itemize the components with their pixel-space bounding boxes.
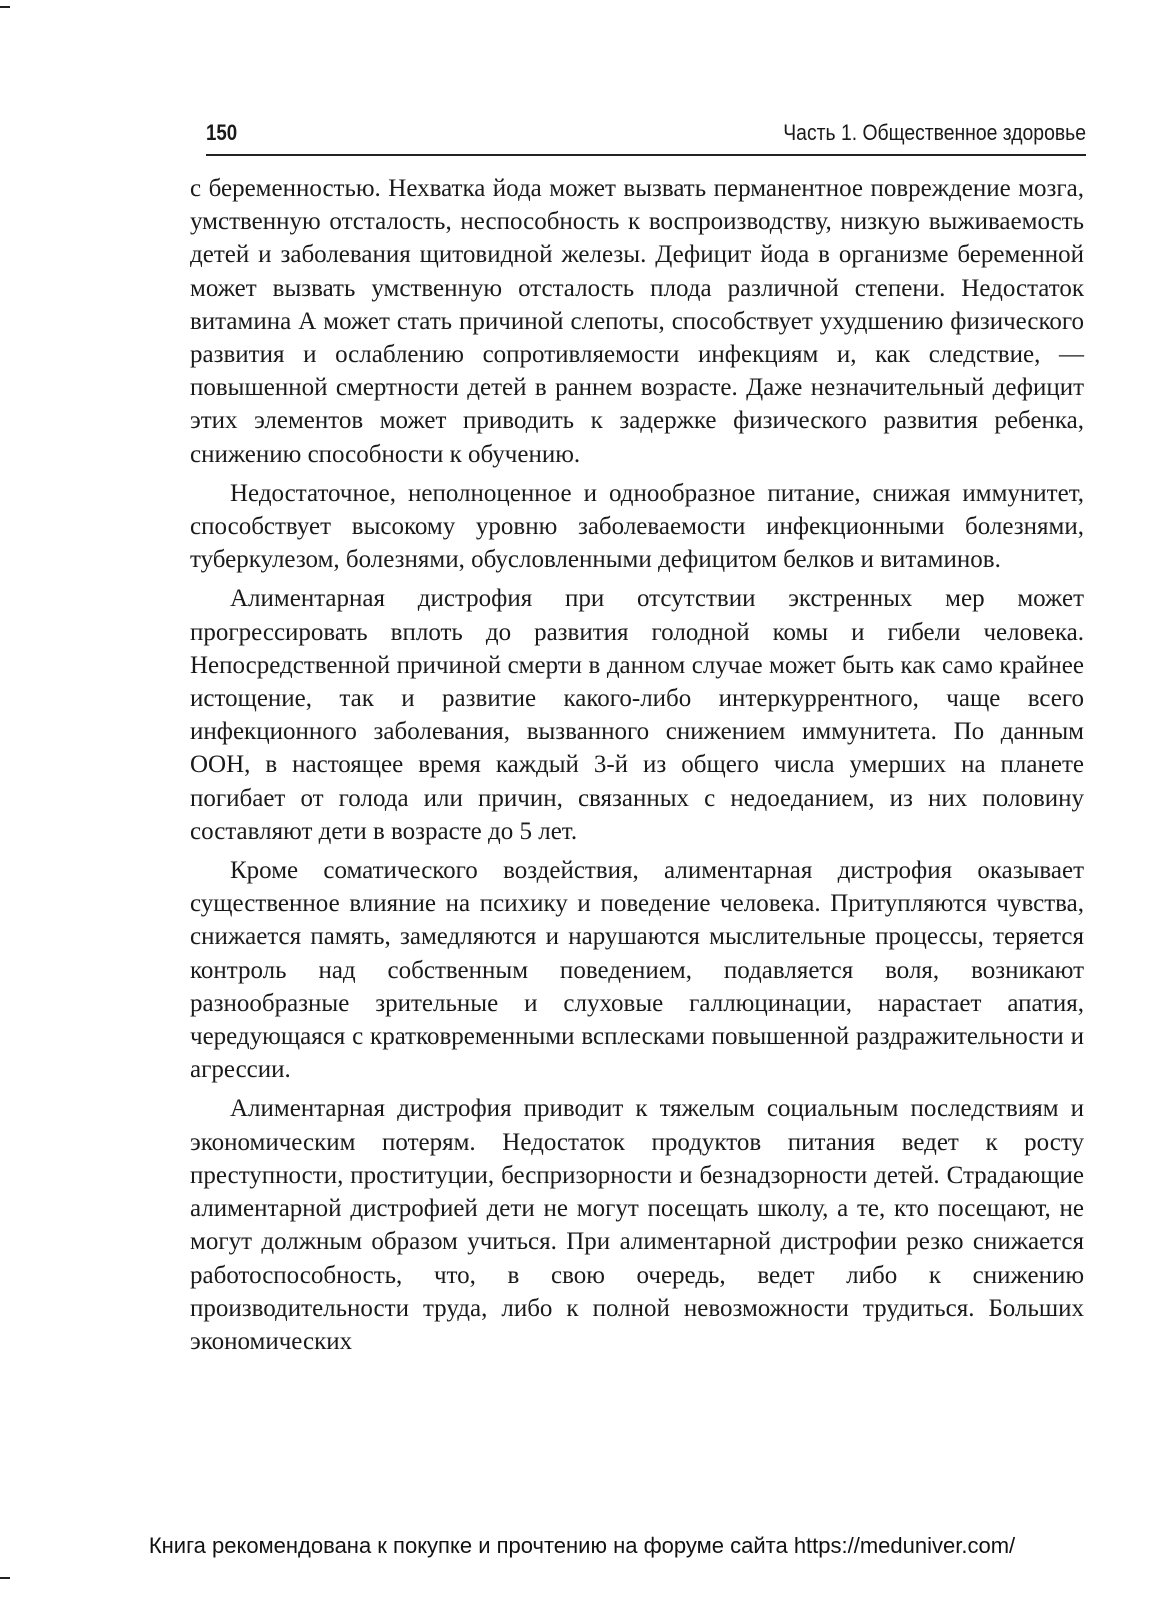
page-number: 150	[206, 120, 238, 145]
page-header	[206, 118, 1086, 156]
paragraph-4: Кроме соматического воздействия, алиментарная дистрофия оказывает существенное влияние на психику и поведение человека. Притупляются чувства, снижается память, замедляются и нарушаются мыслительные процессы, теряется контроль над собственным поведением, подавляется воля, возникают разнообразные зрительные и слуховые галлюцинации, нарастает апатия, чередующаяся с кратковременными всплесками повышенной раздражительности и агрессии.	[190, 857, 1084, 1084]
footer-note: Книга рекомендована к покупке и прочтению на форуме сайта https://meduniver.com/	[148, 1533, 1016, 1558]
paragraph-5: Алиментарная дистрофия приводит к тяжелым социальным последствиям и экономическим потерям. Недостаток продуктов питания ведет к росту преступности, проституции, беспризорности и безнадзорности детей. Страдающие алиментарной дистрофией дети не могут посещать школу, а те, кто посещают, не могут должным образом учиться. При алиментарной дистрофии резко снижается работоспособность, что, в свою очередь, ведет либо к снижению производительности труда, либо к полной невозможности трудиться. Больших экономических	[190, 1095, 1084, 1355]
scan-mark-bottom	[0, 1577, 10, 1579]
paragraph-3: Алиментарная дистрофия при отсутствии экстренных мер может прогрессировать вплоть до развития голодной комы и гибели человека. Непосредственной причиной смерти в данном случае может быть как само крайнее истощение, так и развитие какого-либо интеркуррентного, чаще всего инфекционного заболевания, вызванного снижением иммунитета. По данным ООН, в настоящее время каждый 3-й из общего числа умерших на планете погибает от голода или причин, связанных с недоеданием, из них половину составляют дети в возрасте до 5 лет.	[190, 585, 1084, 845]
paragraph-1: с беременностью. Нехватка йода может вызвать перманентное повреждение мозга, умственную отсталость, неспособность к воспроизводству, низкую выживаемость детей и заболевания щитовидной железы. Дефицит йода в организме беременной может вызвать умственную отсталость плода различной степени. Недостаток витамина А может стать причиной слепоты, способствует ухудшению физического развития и ослаблению сопротивляемости инфекциям и, как следствие, — повышенной смертности детей в раннем возрасте. Даже незначительный дефицит этих элементов может приводить к задержке физического развития ребенка, снижению способности к обучению.	[190, 175, 1084, 468]
body-text	[190, 172, 1084, 1364]
scan-mark-top	[0, 6, 10, 8]
paragraph-2: Недостаточное, неполноценное и однообразное питание, снижая иммунитет, способствует высокому уровню заболеваемости инфекционными болезнями, туберкулезом, болезнями, обусловленными дефицитом белков и витаминов.	[190, 479, 1084, 574]
running-head: Часть 1. Общественное здоровье	[783, 120, 1086, 145]
